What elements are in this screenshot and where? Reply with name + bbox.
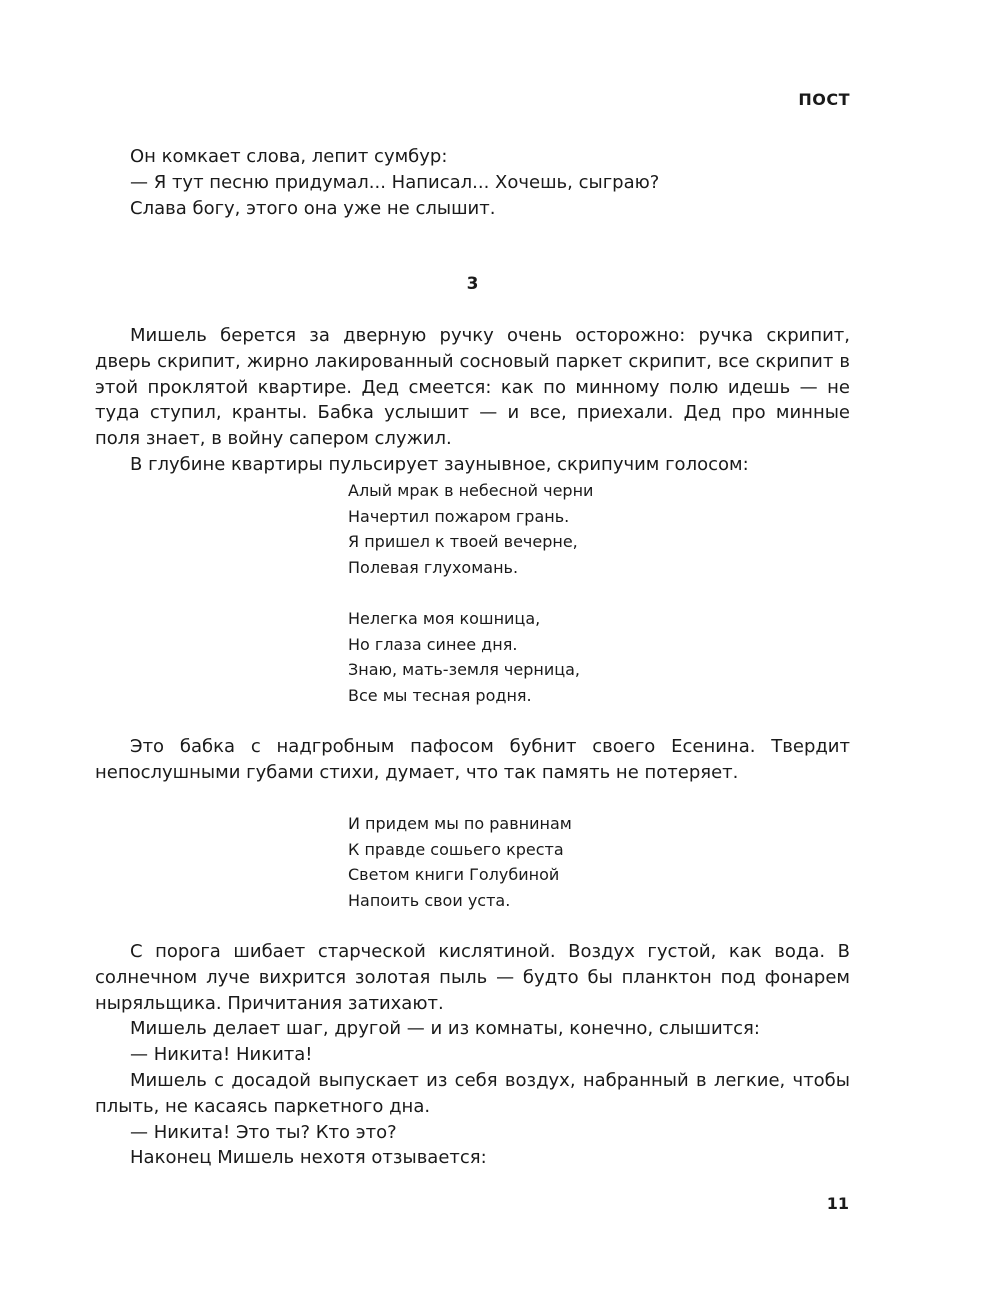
poem-line: И придем мы по равнинам	[348, 814, 572, 833]
paragraph: Это бабка с надгробным пафосом бубнит своего Есенина. Твердит непослушными губами стихи, думает, что так память не потеряет.	[95, 736, 850, 783]
running-head: ПОСТ	[798, 90, 850, 109]
poem-line: Начертил пожаром грань.	[348, 506, 570, 526]
poem-line: Полевая глухомань.	[348, 557, 519, 577]
paragraph: Слава богу, этого она уже не слышит.	[130, 197, 496, 219]
paragraph: Наконец Мишель нехотя отзывается:	[130, 1147, 487, 1169]
text-block-chapter-start	[95, 323, 850, 478]
poem-line: К правде сошьего креста	[348, 839, 564, 859]
paragraph: В глубине квартиры пульсирует заунывное, скрипучим голосом:	[130, 453, 749, 475]
paragraph: Он комкает слова, лепит сумбур:	[130, 146, 448, 167]
paragraph: Мишель берется за дверную ручку очень осторожно: ручка скрипит, дверь скрипит, жирно лакированный сосновый паркет скрипит, все скрипит в этой проклятой квартире. Дед смеется: как по минному полю идешь — не туда ступил, кранты. Бабка услышит — и все, приехали. Дед про минные поля знает, в войну сапером служил.	[95, 325, 850, 450]
poem-excerpt-2	[348, 811, 572, 913]
poem-line: Но глаза синее дня.	[348, 634, 518, 654]
poem-line: Напоить свои уста.	[348, 890, 511, 910]
page-number: 11	[826, 1194, 849, 1213]
poem-excerpt-1	[348, 478, 593, 708]
paragraph: Мишель с досадой выпускает из себя воздух, набранный в легкие, чтобы плыть, не касаясь паркетного дна.	[95, 1069, 850, 1117]
text-block-middle	[95, 734, 850, 786]
poem-line: Я пришел к твоей вечерне,	[348, 532, 578, 552]
poem-line: Нелегка моя кошница,	[348, 608, 541, 628]
paragraph: Мишель делает шаг, другой — и из комнаты, конечно, слышится:	[130, 1018, 760, 1040]
paragraph: — Никита! Никита!	[130, 1044, 313, 1066]
text-block-opening	[95, 144, 850, 221]
poem-line: Знаю, мать-земля черница,	[348, 660, 581, 680]
paragraph: — Я тут песню придумал... Написал... Хочешь, сыграю?	[130, 171, 660, 193]
paragraph: — Никита! Это ты? Кто это?	[130, 1121, 397, 1143]
text-block-closing	[95, 939, 850, 1171]
poem-line: Алый мрак в небесной черни	[348, 481, 594, 500]
chapter-number: 3	[466, 274, 479, 294]
paragraph: С порога шибает старческой кислятиной. Воздух густой, как вода. В солнечном луче вихрится золотая пыль — будто бы планктон под фонарем ныряльщика. Причитания затихают.	[95, 941, 850, 1014]
poem-line: Светом книги Голубиной	[348, 865, 560, 885]
poem-line: Все мы тесная родня.	[348, 685, 532, 705]
stanza-break	[348, 580, 593, 606]
